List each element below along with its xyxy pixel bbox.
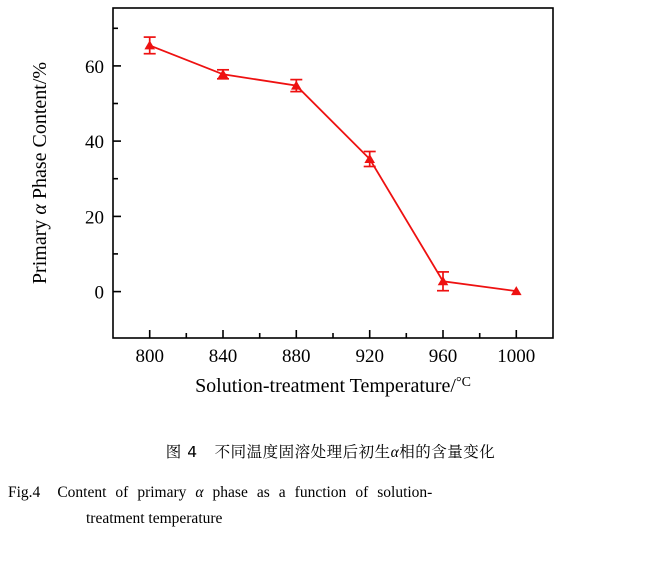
y-axis-title [29,62,51,284]
caption-en-part4: phase [212,484,248,501]
y-axis-ticks [113,28,121,291]
caption-cn-text-a: 不同温度固溶处理后初生 [214,443,391,461]
caption-en-part7: function [294,484,347,501]
caption-en-part8: of [355,484,369,501]
x-tick-label: 920 [355,346,384,367]
data-point-marker [144,40,155,49]
x-axis-title [195,375,471,397]
y-tick-label: 60 [85,56,104,78]
x-tick-label: 880 [282,346,311,367]
caption-en-label: Fig.4 [8,484,41,501]
caption-en-line2: treatment temperature [86,510,223,527]
caption-cn-alpha: α [390,444,400,461]
svg-text:Solution-treatment Temperature [195,375,471,397]
error-bars [144,37,517,292]
y-axis-title-alpha: α [29,204,51,215]
caption-en-alpha: α [195,484,204,501]
caption-en-part2: of [115,484,129,501]
caption-en-part3: primary [137,484,187,501]
caption-en-part5: as [256,484,270,501]
data-markers [144,40,521,295]
caption-cn-text-b: 相的含量变化 [399,443,496,461]
y-tick-labels [85,57,104,304]
caption-en-part6: a [278,484,286,501]
caption-chinese [0,440,661,462]
figure-caption [0,440,661,528]
y-tick-label: 20 [85,207,104,229]
x-tick-label: 1000 [497,346,536,367]
caption-cn-label: 图 4 [165,443,198,461]
x-tick-label: 960 [428,346,458,367]
y-axis-title-suffix: Phase Content/% [29,61,51,200]
data-line [150,45,517,291]
data-point-marker [438,276,449,285]
y-tick-label: 40 [85,132,104,153]
caption-en-part1: Content [57,484,107,501]
x-axis-ticks [150,330,517,338]
x-tick-label: 840 [208,346,238,367]
caption-english [0,484,661,528]
y-tick-label: 0 [94,282,104,304]
svg-text:Primary α Phase Content/% [29,62,51,284]
x-tick-labels [135,346,535,367]
caption-en-part9: solution- [377,484,433,501]
x-axis-title-text: Solution-treatment Temperature/ [195,375,456,397]
x-tick-label: 800 [135,346,164,367]
y-axis-title-prefix: Primary [29,219,51,285]
x-axis-title-unit: °C [456,375,471,390]
